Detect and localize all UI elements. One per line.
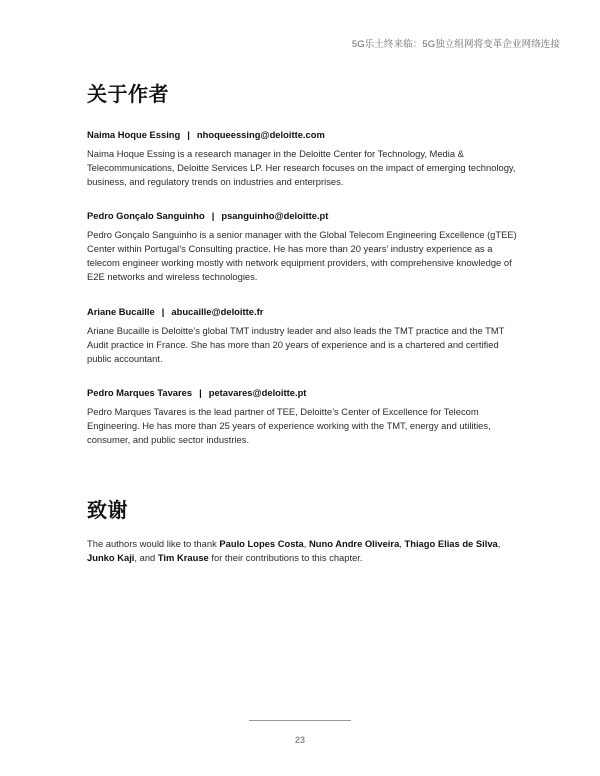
author-heading bbox=[87, 210, 517, 221]
author-bio: Pedro Marques Tavares is the lead partner of TEE, Deloitte’s Center of Excellence for Telecom Engineering. He has more than 25 years of experience working with the TMT, energy and utilities, consumer, and public sector industries. bbox=[87, 406, 491, 445]
author-email[interactable]: petavares@deloitte.pt bbox=[208, 387, 307, 398]
ack-person: Tim Krause bbox=[157, 552, 209, 563]
author-entry bbox=[87, 387, 517, 447]
ack-intro: The authors would like to thank bbox=[87, 538, 220, 549]
section-title-acknowledgments: 致谢 bbox=[87, 498, 128, 522]
acknowledgments-text bbox=[87, 537, 507, 565]
author-email[interactable]: nhoqueessing@deloitte.com bbox=[196, 129, 325, 140]
section-title-authors: 关于作者 bbox=[87, 82, 169, 106]
author-bio: Ariane Bucaille is Deloitte’s global TMT industry leader and also leads the TMT practice and the TMT Audit practice in France. She has more than 20 years of experience and is a chartered and certified public accountant. bbox=[87, 325, 505, 364]
ack-and: , and bbox=[134, 552, 158, 563]
author-separator: | bbox=[161, 306, 165, 317]
author-name: Pedro Gonçalo Sanguinho bbox=[87, 210, 205, 221]
author-name: Naima Hoque Essing bbox=[87, 129, 181, 140]
ack-comma: , bbox=[303, 538, 309, 549]
running-header: 5G乐土终来临：5G独立组网将变革企业网络连接 bbox=[351, 39, 560, 50]
author-separator: | bbox=[199, 387, 202, 398]
footer-divider bbox=[249, 720, 351, 721]
author-entry bbox=[87, 306, 517, 366]
ack-person: Junko Kaji bbox=[87, 552, 135, 563]
author-separator: | bbox=[211, 210, 215, 221]
ack-comma: , bbox=[399, 538, 405, 549]
author-heading bbox=[87, 387, 517, 398]
author-heading bbox=[87, 129, 517, 140]
ack-comma: , bbox=[497, 538, 501, 549]
ack-person: Nuno Andre Oliveira bbox=[308, 538, 400, 549]
ack-outro: for their contributions to this chapter. bbox=[208, 552, 363, 563]
author-name: Ariane Bucaille bbox=[87, 306, 155, 317]
author-name: Pedro Marques Tavares bbox=[87, 387, 193, 398]
author-entry bbox=[87, 210, 517, 284]
author-heading bbox=[87, 306, 517, 317]
author-email[interactable]: abucaille@deloitte.fr bbox=[171, 306, 264, 317]
author-separator: | bbox=[187, 129, 190, 140]
author-email[interactable]: psanguinho@deloitte.pt bbox=[221, 210, 329, 221]
author-entry bbox=[87, 129, 517, 189]
ack-person: Thiago Elias de Silva bbox=[404, 538, 498, 549]
author-bio: Pedro Gonçalo Sanguinho is a senior manager with the Global Telecom Engineering Excellence (gTEE) Center within Portugal’s Consulting practice. He has more than 20 years’ industry experience as a telecom engineer working mostly with network equipment providers, with comprehensive knowledge of E2E networks and wireless technologies. bbox=[87, 229, 517, 282]
ack-person: Paulo Lopes Costa bbox=[219, 538, 304, 549]
author-bio: Naima Hoque Essing is a research manager in the Deloitte Center for Technology, Media & Telecommunications, Deloitte Services LP. Her research focuses on the impact of emerging technology, business, and regulatory trends on industries and enterprises. bbox=[87, 148, 516, 187]
page-number: 23 bbox=[294, 735, 305, 745]
